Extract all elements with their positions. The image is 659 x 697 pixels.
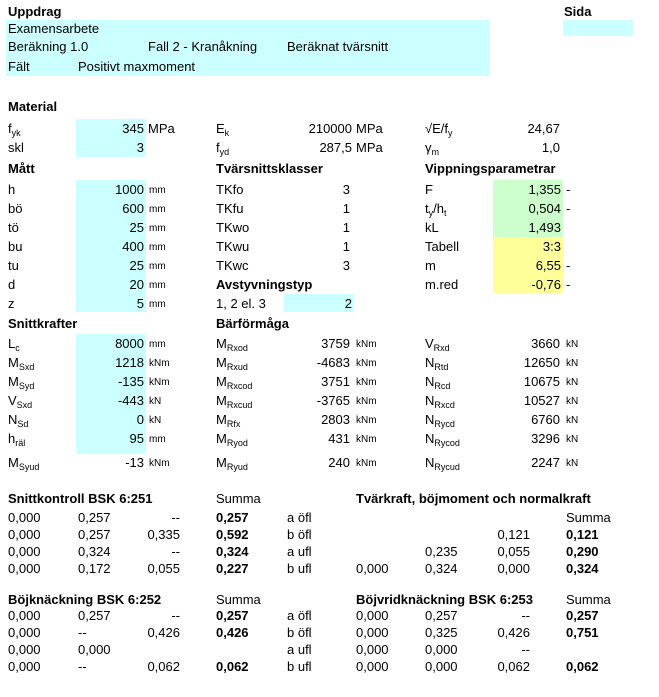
- ty-ht-label: $t_y/h_t$: [425, 201, 447, 218]
- ek-unit: MPa: [356, 121, 383, 136]
- check-tag: a ufl: [287, 642, 312, 657]
- mrxud-unit: kNm: [356, 358, 377, 369]
- mryud-label: $M_{Ryud}$: [216, 455, 248, 472]
- tk-value: 3: [342, 258, 350, 273]
- check-cell: --: [521, 608, 530, 623]
- nrycd-value: 6760: [531, 412, 560, 427]
- mryod-value: 431: [328, 431, 350, 446]
- matt-value[interactable]: 600: [122, 201, 144, 216]
- avstyvning-label: 1, 2 el. 3: [216, 296, 266, 311]
- msyd-label: $M_{Syd}$: [8, 374, 35, 391]
- matt-label: tö: [8, 220, 19, 235]
- check-cell: --: [171, 544, 180, 559]
- sida-label: Sida: [564, 4, 592, 19]
- matt-unit: mm: [149, 185, 166, 196]
- check-sum: 0,324: [216, 544, 249, 559]
- check-cell: 0,426: [497, 625, 530, 640]
- nrycud-unit: kN: [566, 458, 579, 469]
- check-cell: 0,055: [147, 561, 180, 576]
- mrfx-label: $M_{Rfx}$: [216, 412, 241, 429]
- fyk-value[interactable]: 345: [122, 121, 144, 136]
- check-sum: 0,324: [566, 561, 599, 576]
- m-value: 6,55: [535, 258, 561, 273]
- tvarsnittsklasser-title: Tvärsnittsklasser: [216, 161, 323, 176]
- mryud-value: 240: [328, 455, 350, 470]
- case-name: Fall 2 - Kranåkning: [148, 39, 258, 54]
- snittkontroll-summa: Summa: [216, 491, 261, 506]
- tvarkraft-summa: Summa: [566, 510, 611, 525]
- matt-unit: mm: [149, 204, 166, 215]
- m-dash: -: [566, 258, 571, 273]
- tk-label: TKwu: [216, 239, 250, 254]
- msxd-value[interactable]: 1218: [115, 355, 144, 370]
- tk-value: 1: [342, 220, 350, 235]
- nrtd-label: $N_{Rtd}$: [425, 355, 449, 372]
- check-cell: 0,000: [425, 659, 458, 674]
- mrxud-value: -4683: [316, 355, 350, 370]
- uppdrag-label: Uppdrag: [8, 4, 62, 19]
- mrxcud-label: $M_{Rxcud}$: [216, 393, 253, 410]
- check-cell: --: [171, 608, 180, 623]
- check-cell: 0,000: [8, 544, 41, 559]
- check-tag: a ufl: [287, 544, 312, 559]
- msxd-label: $M_{Sxd}$: [8, 355, 35, 372]
- check-sum: 0,592: [216, 527, 249, 542]
- fyk-unit: MPa: [148, 121, 175, 136]
- check-sum: 0,257: [566, 608, 599, 623]
- f-label: F: [425, 182, 433, 197]
- tvarkraft-title: Tvärkraft, böjmoment och normalkraft: [356, 491, 591, 506]
- lc-label: $L_c$: [8, 336, 20, 353]
- check-cell: 0,000: [8, 527, 41, 542]
- nsd-unit: kN: [149, 415, 162, 426]
- check-cell: 0,121: [497, 527, 530, 542]
- nrycod-unit: kN: [566, 434, 579, 445]
- check-cell: --: [171, 510, 180, 525]
- check-sum: 0,257: [216, 608, 249, 623]
- mred-label: m.red: [425, 277, 459, 292]
- mrfx-unit: kNm: [356, 415, 377, 426]
- fyd-value: 287,5: [319, 140, 352, 155]
- kl-value: 1,493: [528, 220, 561, 235]
- check-cell: --: [78, 625, 87, 640]
- project-name: Examensarbete: [8, 21, 100, 36]
- mrxcud-value: -3765: [316, 393, 350, 408]
- fyd-label: $f_{yd}$: [216, 140, 230, 157]
- mrxod-value: 3759: [321, 336, 350, 351]
- gamma-m-label: $\gamma_m$: [425, 140, 439, 157]
- check-sum: 0,751: [566, 625, 599, 640]
- check-cell: 0,000: [356, 625, 389, 640]
- check-sum: 0,227: [216, 561, 249, 576]
- matt-label: d: [8, 277, 16, 292]
- msxd-unit: kNm: [149, 358, 170, 369]
- sqrt-e-fy-label: $√E/f_y$: [425, 121, 453, 138]
- check-tag: a öfl: [287, 510, 312, 525]
- calc-name: Beräkning 1.0: [8, 39, 89, 54]
- check-tag: b ufl: [287, 659, 312, 674]
- mred-value: -0,76: [531, 277, 561, 292]
- matt-label: h: [8, 182, 16, 197]
- check-cell: 0,055: [497, 544, 530, 559]
- vippning-title: Vippningsparametrar: [425, 161, 556, 176]
- matt-label: z: [8, 296, 15, 311]
- sqrt-e-fy-value: 24,67: [527, 121, 560, 136]
- vrxd-value: 3660: [531, 336, 560, 351]
- mrxod-unit: kNm: [356, 339, 377, 350]
- check-cell: --: [521, 642, 530, 657]
- msyud-value: -13: [125, 455, 144, 470]
- nrycd-unit: kN: [566, 415, 579, 426]
- check-cell: 0,000: [8, 625, 41, 640]
- check-cell: --: [78, 659, 87, 674]
- avstyvning-title: Avstyvningstyp: [216, 277, 313, 292]
- check-cell: 0,172: [78, 561, 111, 576]
- material-title: Material: [8, 99, 58, 114]
- matt-unit: mm: [149, 223, 166, 234]
- nrcd-value: 10675: [523, 374, 560, 389]
- snittkontroll-title: Snittkontroll BSK 6:251: [8, 491, 153, 506]
- tabell-value: 3:3: [542, 239, 561, 254]
- check-sum: 0,121: [566, 527, 599, 542]
- check-cell: 0,000: [8, 642, 41, 657]
- matt-title: Mått: [8, 161, 35, 176]
- tk-label: TKfu: [216, 201, 244, 216]
- nrtd-unit: kN: [566, 358, 579, 369]
- bojknackning-title: Böjknäckning BSK 6:252: [8, 592, 162, 607]
- check-sum: 0,062: [566, 659, 599, 674]
- nrcd-unit: kN: [566, 377, 579, 388]
- mrxud-label: $M_{Rxud}$: [216, 355, 248, 372]
- matt-value[interactable]: 25: [129, 258, 144, 273]
- msyud-label: $M_{Syud}$: [8, 455, 40, 472]
- matt-unit: mm: [149, 261, 166, 272]
- falt-value: Positivt maxmoment: [78, 59, 196, 74]
- check-cell: 0,000: [425, 642, 458, 657]
- mrxcod-unit: kNm: [356, 377, 377, 388]
- barformaga-title: Bärförmåga: [216, 316, 289, 331]
- mryod-label: $M_{Ryod}$: [216, 431, 248, 448]
- mrxcod-label: $M_{Rxcod}$: [216, 374, 253, 391]
- check-cell: 0,335: [147, 527, 180, 542]
- sida-field[interactable]: [563, 20, 633, 36]
- matt-label: bö: [8, 201, 23, 216]
- msyd-unit: kNm: [149, 377, 170, 388]
- check-cell: 0,257: [78, 510, 111, 525]
- nrycod-value: 3296: [531, 431, 560, 446]
- vsxd-unit: kN: [149, 396, 162, 407]
- matt-unit: mm: [149, 280, 166, 291]
- check-sum: 0,426: [216, 625, 249, 640]
- skl-label: skl: [8, 140, 24, 155]
- gamma-m-value: 1,0: [541, 140, 560, 155]
- check-cell: 0,257: [78, 608, 111, 623]
- check-cell: 0,000: [356, 659, 389, 674]
- tk-value: 1: [342, 239, 350, 254]
- msyud-unit: kNm: [149, 458, 170, 469]
- tk-label: TKfo: [216, 182, 244, 197]
- tk-label: TKwc: [216, 258, 249, 273]
- bojvridknackning-summa: Summa: [566, 592, 611, 607]
- check-cell: 0,324: [78, 544, 111, 559]
- msyd-value[interactable]: -135: [117, 374, 144, 389]
- snittkrafter-title: Snittkrafter: [8, 316, 78, 331]
- nrxcd-label: $N_{Rxcd}$: [425, 393, 455, 410]
- matt-label: bu: [8, 239, 23, 254]
- nsd-value[interactable]: 0: [136, 412, 144, 427]
- matt-value[interactable]: 5: [136, 296, 144, 311]
- matt-label: tu: [8, 258, 19, 273]
- m-label: m: [425, 258, 436, 273]
- nrxcd-value: 10527: [523, 393, 560, 408]
- bojvridknackning-title: Böjvridknäckning BSK 6:253: [356, 592, 533, 607]
- nrycud-label: $N_{Rycud}$: [425, 455, 460, 472]
- check-cell: 0,257: [78, 527, 111, 542]
- check-cell: 0,000: [356, 608, 389, 623]
- hral-unit: mm: [149, 434, 166, 445]
- mrxcud-unit: kNm: [356, 396, 377, 407]
- ty-ht-value: 0,504: [528, 201, 561, 216]
- matt-unit: mm: [149, 242, 166, 253]
- mrfx-value: 2803: [321, 412, 350, 427]
- mrxod-label: $M_{Rxod}$: [216, 336, 248, 353]
- hral-value[interactable]: 95: [129, 431, 144, 446]
- nrtd-value: 12650: [523, 355, 560, 370]
- hral-label: $h_{räl}$: [8, 431, 26, 448]
- check-cell: 0,062: [147, 659, 180, 674]
- fyk-label: $f_{yk}$: [8, 121, 21, 138]
- check-cell: 0,324: [425, 561, 458, 576]
- check-sum: 0,062: [216, 659, 249, 674]
- check-tag: b ufl: [287, 561, 312, 576]
- matt-unit: mm: [149, 299, 166, 310]
- tk-value: 1: [342, 201, 350, 216]
- check-tag: b öfl: [287, 527, 312, 542]
- check-cell: 0,257: [425, 608, 458, 623]
- tabell-label: Tabell: [425, 239, 459, 254]
- check-tag: b öfl: [287, 625, 312, 640]
- check-cell: 0,000: [497, 561, 530, 576]
- check-cell: 0,000: [8, 561, 41, 576]
- avstyvning-value[interactable]: 2: [344, 296, 352, 311]
- f-dash: -: [566, 182, 571, 197]
- check-cell: 0,000: [356, 561, 389, 576]
- check-cell: 0,235: [425, 544, 458, 559]
- bojknackning-summa: Summa: [216, 592, 261, 607]
- check-cell: 0,426: [147, 625, 180, 640]
- check-sum: 0,257: [216, 510, 249, 525]
- vrxd-unit: kN: [566, 339, 579, 350]
- skl-value[interactable]: 3: [136, 140, 144, 155]
- nrxcd-unit: kN: [566, 396, 579, 407]
- ty-ht-dash: -: [566, 201, 571, 216]
- vrxd-label: $V_{Rxd}$: [425, 336, 450, 353]
- lc-value[interactable]: 8000: [115, 336, 144, 351]
- check-cell: 0,000: [8, 659, 41, 674]
- check-cell: 0,062: [497, 659, 530, 674]
- check-cell: 0,325: [425, 625, 458, 640]
- f-value: 1,355: [528, 182, 561, 197]
- matt-value[interactable]: 20: [129, 277, 144, 292]
- vsxd-value[interactable]: -443: [117, 393, 144, 408]
- lc-unit: mm: [149, 339, 166, 350]
- check-cell: 0,000: [8, 510, 41, 525]
- check-sum: 0,290: [566, 544, 599, 559]
- nrycod-label: $N_{Rycod}$: [425, 431, 460, 448]
- check-tag: a öfl: [287, 608, 312, 623]
- tk-value: 3: [342, 182, 350, 197]
- nsd-label: $N_{Sd}$: [8, 412, 29, 429]
- mryud-unit: kNm: [356, 458, 377, 469]
- fyd-unit: MPa: [356, 140, 383, 155]
- check-cell: 0,000: [356, 642, 389, 657]
- check-cell: 0,000: [78, 642, 111, 657]
- nrcd-label: $N_{Rcd}$: [425, 374, 451, 391]
- mryod-unit: kNm: [356, 434, 377, 445]
- nrycud-value: 2247: [531, 455, 560, 470]
- ek-value: 210000: [308, 121, 352, 136]
- falt-label: Fält: [8, 59, 30, 74]
- nrycd-label: $N_{Rycd}$: [425, 412, 455, 429]
- ek-label: $E_k$: [216, 121, 230, 138]
- matt-value[interactable]: 25: [129, 220, 144, 235]
- tk-label: TKwo: [216, 220, 250, 235]
- mrxcod-value: 3751: [321, 374, 350, 389]
- section-name: Beräknat tvärsnitt: [287, 39, 389, 54]
- check-cell: 0,000: [8, 608, 41, 623]
- matt-value[interactable]: 1000: [115, 182, 144, 197]
- vsxd-label: $V_{Sxd}$: [8, 393, 33, 410]
- kl-label: kL: [425, 220, 439, 235]
- matt-value[interactable]: 400: [122, 239, 144, 254]
- mred-dash: -: [566, 277, 571, 292]
